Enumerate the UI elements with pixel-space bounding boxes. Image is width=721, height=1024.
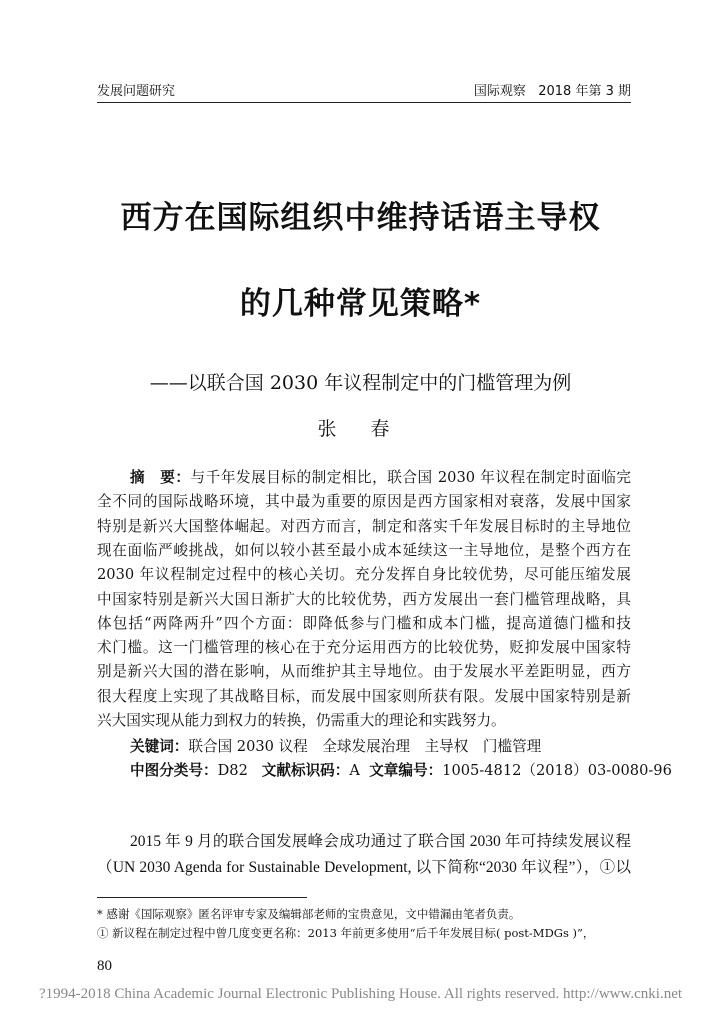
clc-value: D82 bbox=[217, 762, 248, 779]
doc-value: A bbox=[349, 762, 360, 779]
body-line: （UN 2030 Agenda for Sustainable Development, 以下简称“2030 年议程”），①以 bbox=[97, 859, 631, 876]
article-subtitle: ——以联合国 2030 年议程制定中的门槛管理为例 bbox=[149, 372, 572, 394]
page-number: 80 bbox=[97, 958, 112, 974]
abstract-text: 与千年发展目标的制定相比，联合国 2030 年议程在制定时面临完 bbox=[190, 469, 631, 486]
running-header-journal bbox=[474, 80, 631, 99]
author: 张 春 bbox=[317, 418, 404, 440]
abstract-line: 体包括“两降两升”四个方面：即降低参与门槛和成本门槛，提高道德门槛和技 bbox=[97, 614, 631, 632]
body-line: 2015 年 9 月的联合国发展峰会成功通过了联合国 2030 年可持续发展议程 bbox=[130, 833, 631, 850]
classification bbox=[130, 759, 672, 780]
footnote: * 感谢《国际观察》匿名评审专家及编辑部老师的宝贵意见，文中错漏由笔者负责。 bbox=[97, 907, 521, 921]
journal-name: 国际观察 bbox=[473, 84, 526, 99]
footnote: ① 新议程在制定过程中曾几度变更名称：2013 年前更多使用“后千年发展目标( post-MDGs )”， bbox=[97, 926, 595, 940]
keywords-value: 联合国 2030 议程 全球发展治理 主导权 门槛管理 bbox=[188, 738, 542, 755]
abstract-line: 很大程度上实现了其战略目标，而发展中国家则所获有限。发展中国家特别是新 bbox=[97, 687, 631, 705]
abstract-label: 摘 要： bbox=[130, 469, 191, 486]
article-value: 1005-4812（2018）03-0080-96 bbox=[442, 762, 672, 779]
abstract-line: 2030 年议程制定过程中的核心关切。充分发挥自身比较优势，尽可能压缩发展 bbox=[97, 566, 631, 584]
abstract-line bbox=[130, 466, 631, 487]
abstract-line: 兴大国实现从能力到权力的转换，仍需重大的理论和实践努力。 bbox=[97, 712, 506, 729]
abstract-line: 术门槛。这一门槛管理的核心在于充分运用西方的比较优势，贬抑发展中国家特 bbox=[97, 639, 631, 657]
abstract-line: 别是新兴大国的潜在影响，从而维护其主导地位。由于发展水平差距明显，西方 bbox=[97, 663, 631, 681]
article-title-line2: 的几种常见策略* bbox=[239, 286, 482, 322]
abstract-line: 特别是新兴大国整体崛起。对西方而言，制定和落实千年发展目标时的主导地位 bbox=[97, 517, 631, 535]
running-header-section: 发展问题研究 bbox=[97, 84, 176, 99]
abstract-line: 中国家特别是新兴大国日渐扩大的比较优势，西方发展出一套门槛管理战略，具 bbox=[97, 590, 631, 608]
article-label: 文章编号： bbox=[369, 762, 443, 779]
keywords-label: 关键词： bbox=[130, 738, 189, 755]
doc-label: 文献标识码： bbox=[261, 762, 350, 779]
abstract-line: 全不同的国际战略环境，其中最为重要的原因是西方国家相对衰落，发展中国家 bbox=[97, 493, 631, 511]
article-title-line1: 西方在国际组织中维持话语主导权 bbox=[120, 200, 601, 236]
keywords bbox=[130, 735, 541, 756]
clc-label: 中图分类号： bbox=[130, 762, 218, 779]
issue: 2018 年第 3 期 bbox=[538, 84, 631, 99]
footnote-rule bbox=[97, 897, 307, 898]
abstract-line: 现在面临严峻挑战，如何以较小甚至最小成本延续这一主导地位，是整个西方在 bbox=[97, 541, 631, 559]
copyright-notice: ?1994-2018 China Academic Journal Electronic Publishing House. All rights reserved. http://www.cnki.net bbox=[38, 986, 683, 1002]
header-rule bbox=[97, 102, 631, 103]
